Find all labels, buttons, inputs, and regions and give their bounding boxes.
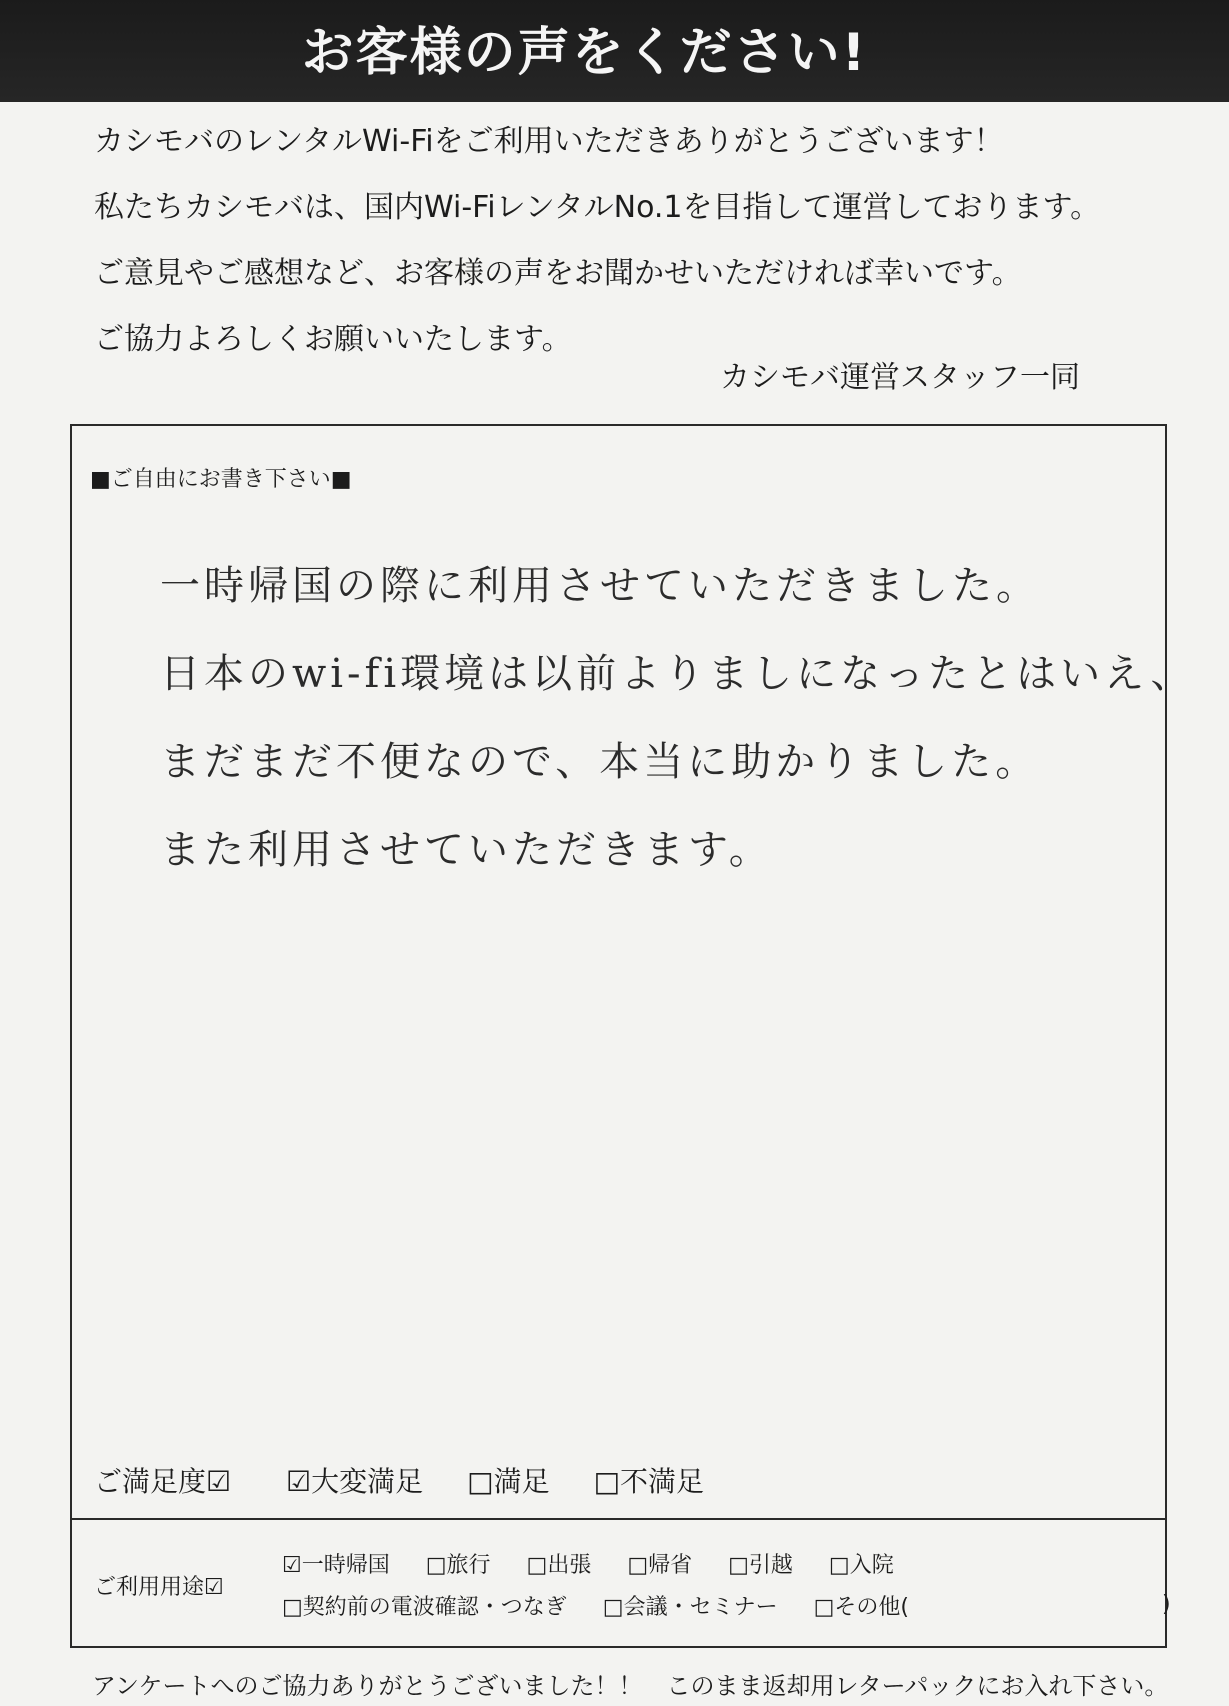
satisfaction-label: ご満足度☑	[94, 1465, 232, 1498]
satisfaction-row	[94, 1460, 748, 1500]
usage-option-temporary-return[interactable]: ☑一時帰国	[282, 1553, 390, 1578]
header-banner	[0, 0, 1229, 102]
intro-line: ご意見やご感想など、お客様の声をお聞かせいただければ幸いです。	[94, 256, 1022, 291]
footer-note: アンケートへのご協力ありがとうございました！！ このまま返却用レターパックにお入れ下さい。	[92, 1672, 1169, 1700]
satisfaction-option-unsatisfied[interactable]: □不満足	[593, 1465, 705, 1498]
divider	[72, 1518, 1165, 1520]
satisfaction-option-very-satisfied[interactable]: ☑大変満足	[286, 1465, 424, 1498]
usage-options-row-1	[282, 1548, 930, 1579]
usage-label: ご利用用途☑	[94, 1575, 224, 1600]
usage-option-hospital[interactable]: □入院	[828, 1553, 894, 1578]
usage-option-other[interactable]: □その他(	[813, 1595, 909, 1620]
page-title: お客様の声をください!	[301, 22, 868, 83]
usage-options-row-2	[282, 1590, 945, 1621]
handwritten-comment	[160, 558, 1195, 910]
comment-line: まだまだ不便なので、本当に助かりました。	[160, 739, 1040, 785]
comment-line: また利用させていただきます。	[160, 827, 773, 873]
satisfaction-option-satisfied[interactable]: □満足	[467, 1465, 550, 1498]
usage-option-business-trip[interactable]: □出張	[526, 1553, 592, 1578]
comment-line: 一時帰国の際に利用させていただきました。	[160, 563, 1040, 609]
usage-option-signal-check[interactable]: □契約前の電波確認・つなぎ	[282, 1595, 567, 1620]
usage-option-meeting-seminar[interactable]: □会議・セミナー	[602, 1595, 778, 1620]
intro-line: カシモバのレンタルWi-Fiをご利用いただきありがとうございます！	[94, 124, 1004, 159]
usage-option-travel[interactable]: □旅行	[425, 1553, 491, 1578]
comment-line: 日本のwi-fi環境は以前よりましになったとはいえ、	[160, 651, 1195, 697]
intro-text	[94, 122, 1134, 386]
intro-line: 私たちカシモバは、国内Wi-FiレンタルNo.1を目指して運営しております。	[94, 190, 1101, 225]
other-close-paren: )	[1162, 1592, 1171, 1617]
staff-signature: カシモバ運営スタッフ一同	[720, 360, 1080, 395]
usage-option-homecoming[interactable]: □帰省	[627, 1553, 693, 1578]
free-comment-label: ■ご自由にお書き下さい■	[90, 467, 352, 492]
intro-line: ご協力よろしくお願いいたします。	[94, 322, 572, 357]
feedback-form	[70, 424, 1195, 1648]
usage-option-moving[interactable]: □引越	[728, 1553, 793, 1578]
